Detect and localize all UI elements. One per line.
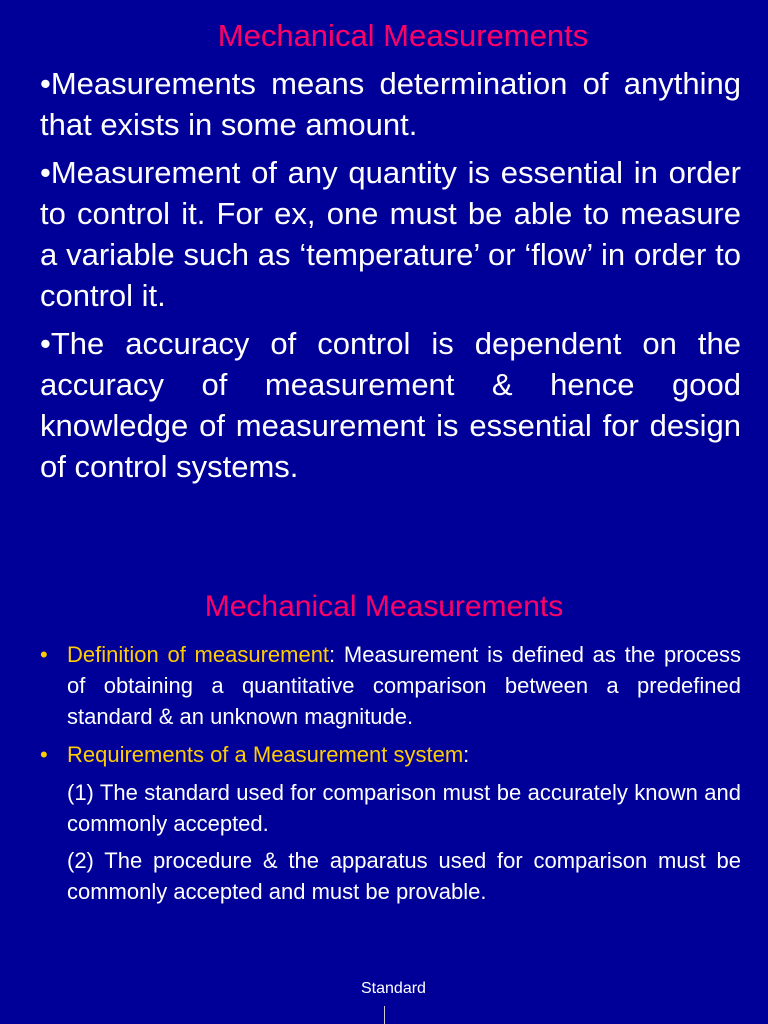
requirement-item: (2) The procedure & the apparatus used for comparison must be commonly accepted and must be provable. bbox=[67, 848, 741, 904]
slide2-body bbox=[40, 639, 741, 913]
slide1-paragraph: •Measurement of any quantity is essential in order to control it. For ex, one must be able to measure a variable such as ‘temperature’ or ‘flow’ in order to control it. bbox=[40, 155, 741, 313]
bullet-icon: • bbox=[40, 742, 48, 767]
diagram-standard-label: Standard bbox=[361, 980, 426, 997]
requirements-heading bbox=[67, 739, 741, 770]
diagram-connector-line bbox=[384, 1006, 385, 1024]
slide1-title: Mechanical Measurements bbox=[217, 18, 589, 53]
definition-bullet bbox=[40, 639, 741, 732]
requirements-suffix: : bbox=[463, 742, 470, 767]
requirement-item: (1) The standard used for comparison must be accurately known and commonly accepted. bbox=[67, 780, 741, 836]
slide1-paragraph: •The accuracy of control is dependent on the accuracy of measurement & hence good knowledge of measurement is essential for design of control systems. bbox=[40, 326, 741, 484]
definition-text: : Measurement is defined as the process of obtaining a quantitative comparison between a predefined standard & an unknown magnitude. bbox=[67, 642, 741, 729]
definition-text-block bbox=[67, 639, 741, 732]
definition-term: Definition of measurement bbox=[67, 642, 330, 667]
slide2-title: Mechanical Measurements bbox=[204, 590, 564, 623]
slide1-body bbox=[40, 63, 741, 494]
slide1-paragraph: •Measurements means determination of anything that exists in some amount. bbox=[40, 66, 741, 142]
bullet-icon: • bbox=[40, 642, 48, 667]
requirements-term: Requirements of a Measurement system bbox=[67, 742, 464, 767]
requirements-bullet bbox=[40, 739, 741, 770]
